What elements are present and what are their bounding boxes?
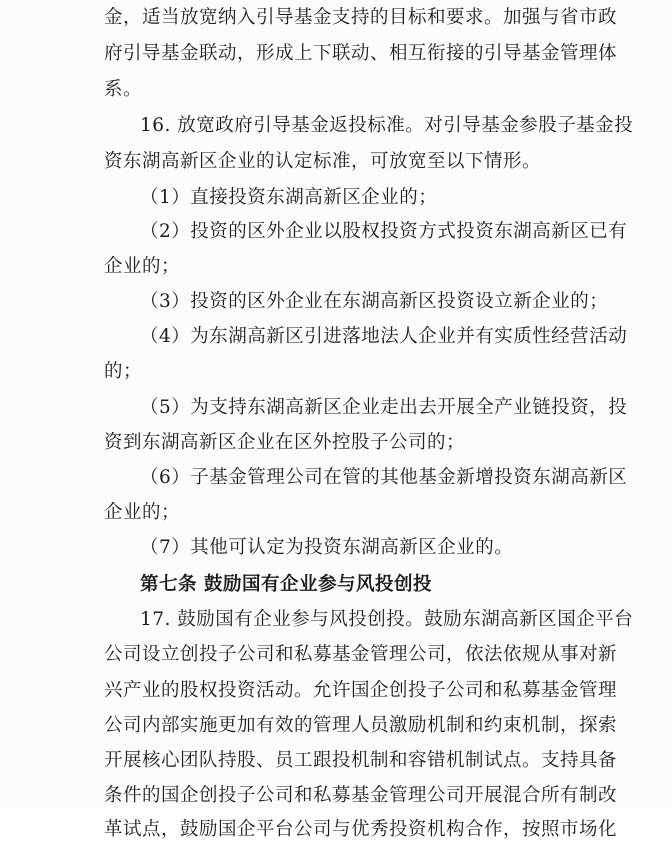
- text-line-4: 16. 放宽政府引导基金返投标准。对引导基金参股子基金投: [140, 115, 634, 136]
- list-item-5: （5）为支持东湖高新区企业走出去开展全产业链投资，投: [140, 397, 628, 418]
- text-line-24: 革试点，鼓励国企平台公司与优秀投资机构合作，按照市场化: [104, 819, 618, 840]
- text-line-3: 系。: [104, 79, 143, 100]
- list-item-2-cont: 企业的；: [104, 256, 181, 277]
- section-heading: 第七条 鼓励国有企业参与风投创投: [140, 574, 432, 595]
- list-item-4-cont: 的；: [104, 361, 143, 382]
- list-item-1: （1）直接投资东湖高新区企业的；: [140, 187, 438, 208]
- text-line-19: 公司设立创投子公司和私募基金管理公司，依法依规从事对新: [104, 644, 618, 665]
- text-line-21: 公司内部实施更加有效的管理人员激励机制和约束机制，探索: [104, 715, 618, 736]
- text-line-18: 17. 鼓励国有企业参与风投创投。鼓励东湖高新区国企平台: [140, 609, 634, 630]
- text-line-1: 金，适当放宽纳入引导基金支持的目标和要求。加强与省市政: [104, 7, 618, 28]
- text-line-23: 条件的国企创投子公司和私募基金管理公司开展混合所有制改: [104, 785, 618, 806]
- list-item-6: （6）子基金管理公司在管的其他基金新增投资东湖高新区: [140, 467, 628, 488]
- list-item-4: （4）为东湖高新区引进落地法人企业并有实质性经营活动: [140, 326, 628, 347]
- list-item-7: （7）其他可认定为投资东湖高新区企业的。: [140, 537, 514, 558]
- text-line-20: 兴产业的股权投资活动。允许国企创投子公司和私募基金管理: [104, 680, 618, 701]
- text-line-2: 府引导基金联动，形成上下联动、相互衔接的引导基金管理体: [104, 43, 618, 64]
- list-item-2: （2）投资的区外企业以股权投资方式投资东湖高新区已有: [140, 221, 628, 242]
- list-item-6-cont: 企业的；: [104, 502, 181, 523]
- text-line-22: 开展核心团队持股、员工跟投机制和容错机制试点。支持具备: [104, 750, 618, 771]
- list-item-3: （3）投资的区外企业在东湖高新区投资设立新企业的；: [140, 291, 609, 312]
- list-item-5-cont: 资到东湖高新区企业在区外控股子公司的；: [104, 432, 466, 453]
- text-line-5: 资东湖高新区企业的认定标准，可放宽至以下情形。: [104, 151, 542, 172]
